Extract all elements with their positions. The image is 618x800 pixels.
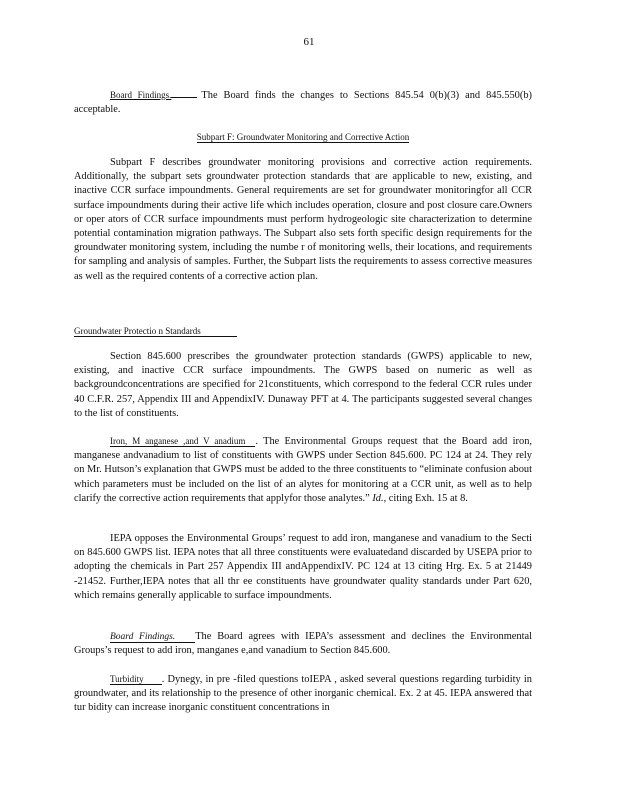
subpart-f-heading-block — [74, 130, 532, 145]
subpart-f-heading: Subpart F: Groundwater Monitoring and Corrective Action — [196, 132, 410, 142]
citation-id: Id. — [372, 492, 384, 504]
iron-manganese-vanadium-heading: Iron, M anganese ,and V anadium — [110, 436, 255, 447]
board-findings-paragraph-2 — [74, 630, 532, 658]
subpart-f-paragraph: Subpart F describes groundwater monitoring provisions and corrective action requirements. Additionally, the subpart sets groundwater protection standards that are applicable to new, existing, and inactive CCR surface impoundments. General requirements are set for groundwater monitoringfor all CCR surface impoundments during their active life which includes operation, closure and post closure care.Owners or oper ators of CCR surface impoundments must perform hydrogeologic site characterization to determine potential contamination migration pathways. The Subpart also sets forth specific design requirements for the groundwater monitoring system, including the numbe r of monitoring wells, their locations, and requirements for sampling and analysis of samples. Further, the Subpart lists the requirements to assess corrective measures as well as the required contents of a corrective action plan. — [74, 157, 532, 282]
iepa-opposes-paragraph: IEPA opposes the Environmental Groups’ request to add iron, manganese and vanadium to the Secti on 845.600 GWPS list. IEPA notes that all three constituents were evaluatedand discarded by USEPA prior to adopting the chemicals in Part 257 Appendix III andAppendixIV. PC 124 at 13 citing Hrg. Ex. 5 at 21449 -21452. Further,IEPA notes that all thr ee constituents have groundwater quality standards under Part 620, which remains generally applicable to surface impoundments. — [74, 533, 532, 601]
heading-underline — [171, 97, 197, 98]
gps-heading-block — [74, 324, 532, 339]
groundwater-protection-standards-heading: Groundwater Protectio n Standards — [74, 326, 237, 337]
citation-rest: , citing Exh. 15 at 8. — [383, 492, 468, 504]
board-findings-heading: Board Findings. — [110, 90, 172, 100]
turbidity-heading: Turbidity — [110, 674, 162, 685]
iron-manganese-vanadium-paragraph — [74, 434, 532, 506]
section-845-600-paragraph: Section 845.600 prescribes the groundwater protection standards (GWPS) applicable to new, existing, and inactive CCR surface impoundments. The GWPS based on numeric as well as backgroundconcentrations are specified for 21constituents, which correspond to the federal CCR rules under 40 C.F.R. 257, Appendix III and AppendixIV. Dunaway PFT at 4. The participants suggested several changes to the list of constituents. — [74, 351, 532, 419]
board-findings-text: The Board finds the changes to Sections 845.54 0(b)(3) and 845.550(b) acceptable. — [74, 90, 532, 116]
board-findings-text-2: The Board agrees with IEPA’s assessment and declines the Environmental Groups’s request to add iron, manganes e,and vanadium to Section 845.600. — [74, 631, 532, 657]
board-findings-paragraph-1 — [74, 88, 532, 117]
turbidity-paragraph — [74, 672, 532, 716]
page-number: 61 — [303, 36, 315, 48]
iron-manganese-vanadium-text: . The Environmental Groups request that the Board add iron, manganese andvanadium to list of constituents with GWPS under Section 845.600. PC 124 at 24. They rely on Mr. Hutson’s explanation that GWPS must be added to the three constituents to “eliminate confusion about which parameters must be included on the list of an alytes for monitoring at a CCR unit, as well as to help clarify the corrective action requirements that applyfor those analytes.” — [74, 436, 532, 504]
board-findings-heading-2: Board Findings. — [110, 632, 195, 643]
turbidity-text: . Dynegy, in pre -filed questions toIEPA , asked several questions regarding turbidity in groundwater, and its relationship to the presence of other inorganic chemical. Ex. 2 at 45. IEPA answered that tur bidity can increase inorganic constituent concentrations in — [74, 674, 532, 714]
